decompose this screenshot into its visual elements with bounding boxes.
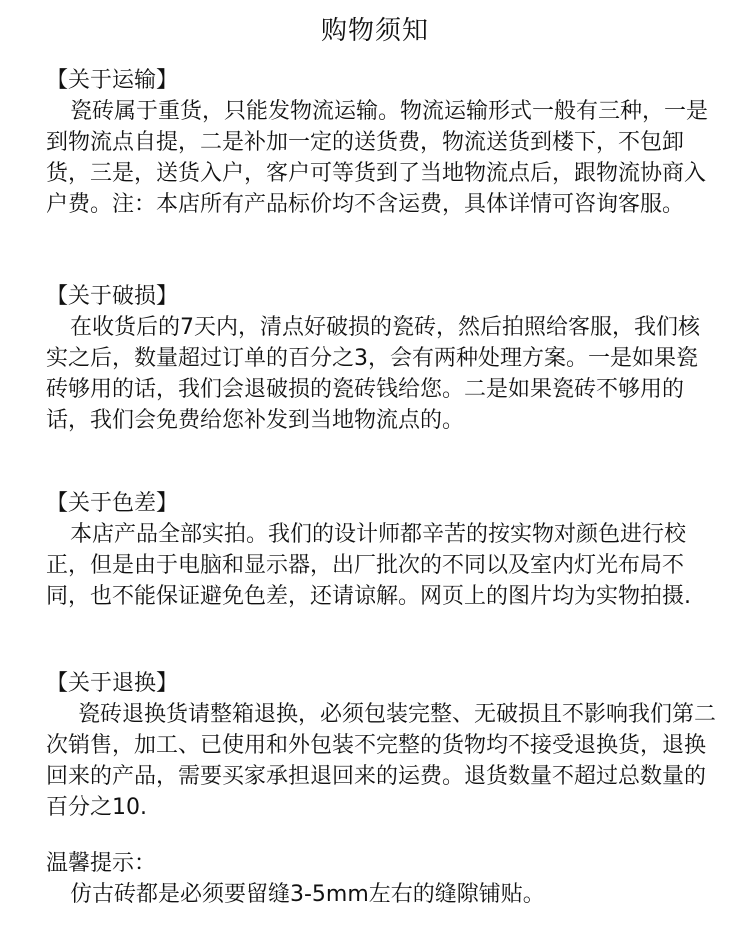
section-damage [46,281,716,436]
section-body-shipping: 瓷砖属于重货，只能发物流运输。物流运输形式一般有三种，一是到物流点自提，二是补加一定的送货费，物流送货到楼下，不包卸货，三是，送货入户，客户可等货到了当地物流点后，跟物流协商入户费。注：本店所有产品标价均不含运费，具体详情可咨询客服。 [46,99,709,217]
section-heading-shipping: 【关于运输】 [46,68,179,93]
section-heading-returns: 【关于退换】 [46,671,179,696]
section-shipping [46,65,716,220]
section-returns [46,668,716,823]
section-body-color-difference: 本店产品全部实拍。我们的设计师都辛苦的按实物对颜色进行校正，但是由于电脑和显示器，出厂批次的不同以及室内灯光布局不同，也不能保证避免色差，还请谅解。网页上的图片均为实物拍摄. [46,522,691,609]
section-body-returns: 瓷砖退换货请整箱退换，必须包装完整、无破损且不影响我们第二次销售，加工、已使用和外包装不完整的货物均不接受退换货，退换回来的产品，需要买家承担退回来的运费。退货数量不超过总数量的百分之10. [46,702,717,820]
section-body-damage: 在收货后的7天内，清点好破损的瓷砖，然后拍照给客服，我们核实之后，数量超过订单的百分之3，会有两种处理方案。一是如果瓷砖够用的话，我们会退破损的瓷砖钱给您。二是如果瓷砖不够用的话，我们会免费给您补发到当地物流点的。 [46,315,700,433]
section-heading-color-difference: 【关于色差】 [46,491,179,516]
section-heading-friendly-tip: 温馨提示： [46,851,157,876]
page-title: 购物须知 [320,16,429,46]
section-color-difference [46,488,716,612]
section-friendly-tip [46,848,716,910]
section-body-friendly-tip: 仿古砖都是必须要留缝3-5mm左右的缝隙铺贴。 [70,882,545,907]
section-heading-damage: 【关于破损】 [46,284,179,309]
